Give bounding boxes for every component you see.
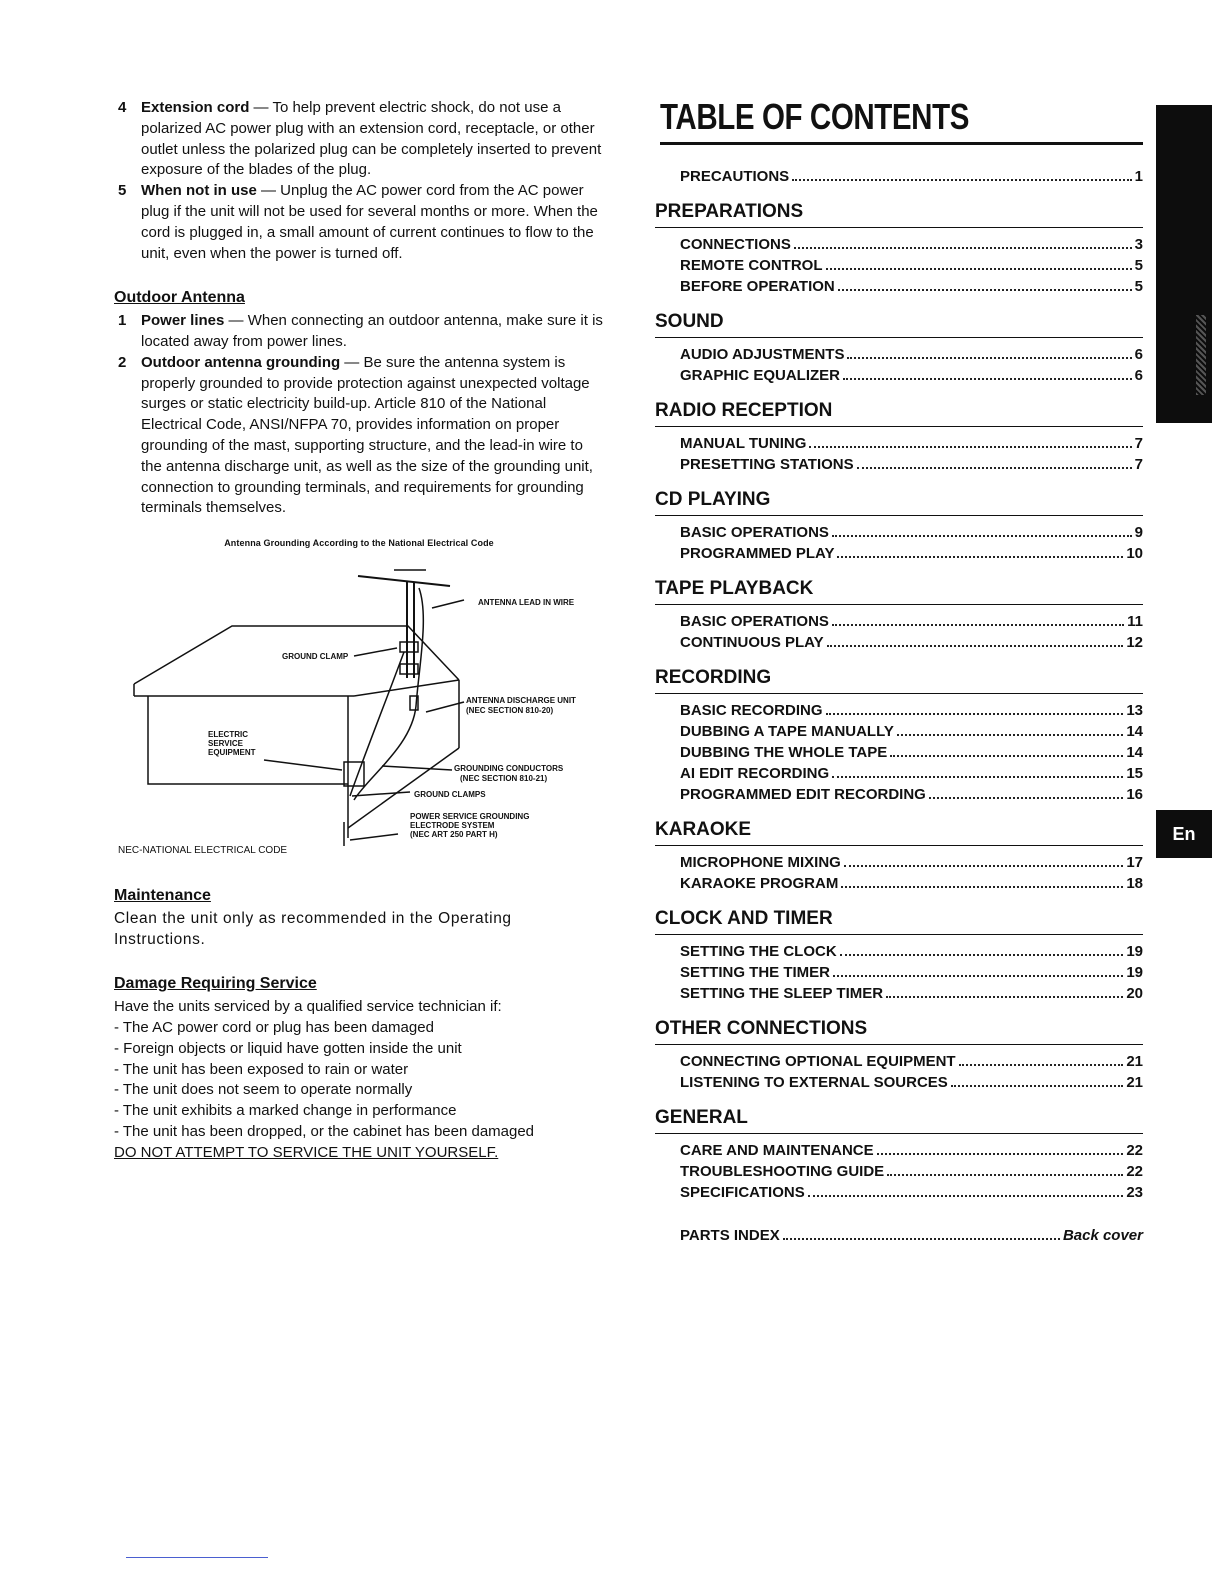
item-sep: — [340, 353, 364, 371]
item-number: 1 [118, 312, 127, 330]
item-title: Extension cord [141, 99, 250, 116]
toc-entry-parts-index[interactable] [680, 1225, 1143, 1246]
toc-entry-label: LISTENING TO EXTERNAL SOURCES [680, 1074, 948, 1091]
toc-entry[interactable] [680, 700, 1143, 721]
toc-entry[interactable] [680, 344, 1143, 365]
label-nec: NEC-NATIONAL ELECTRICAL CODE [118, 844, 288, 856]
toc-leader [826, 713, 1124, 715]
toc-entry[interactable] [680, 632, 1143, 653]
toc-leader [843, 378, 1132, 380]
toc-entry[interactable] [680, 276, 1143, 297]
toc-entry-page: 14 [1126, 744, 1143, 761]
toc-entry-label: PROGRAMMED PLAY [680, 545, 835, 562]
toc-entry-page: 7 [1134, 435, 1143, 452]
list-item: - Foreign objects or liquid have gotten inside the unit [114, 1039, 462, 1057]
toc-leader [826, 268, 1132, 270]
label-discharge-section: (NEC SECTION 810-20) [466, 705, 554, 715]
toc-leader [857, 467, 1132, 469]
toc-entry-label: TROUBLESHOOTING GUIDE [680, 1163, 885, 1180]
toc-entry-page: 10 [1126, 545, 1143, 562]
toc-entry-page: 1 [1134, 168, 1143, 185]
toc-leader [929, 797, 1123, 799]
toc-entry[interactable] [680, 941, 1143, 962]
toc-entry-label: CONNECTIONS [680, 236, 791, 253]
tab-texture [1196, 315, 1206, 395]
damage-list [114, 1018, 604, 1143]
toc-entry-label: SETTING THE CLOCK [680, 943, 837, 960]
label-power-service: POWER SERVICE GROUNDING [410, 811, 530, 821]
safety-item-antenna-grounding [114, 353, 604, 519]
toc-leader [827, 645, 1124, 647]
toc-section-heading: GENERAL [655, 1107, 1143, 1134]
toc-leader [832, 624, 1124, 626]
toc-leader [897, 734, 1123, 736]
toc-entry-page: 5 [1134, 257, 1143, 274]
safety-item-extension-cord [114, 98, 604, 181]
toc-section-heading: KARAOKE [655, 819, 1143, 846]
toc-entry-page: 17 [1126, 854, 1143, 871]
toc-entry-page: 18 [1126, 875, 1143, 892]
toc-entry[interactable] [680, 873, 1143, 894]
list-item: - The AC power cord or plug has been damaged [114, 1018, 434, 1036]
toc-entry-page: 22 [1126, 1163, 1143, 1180]
toc-leader [838, 289, 1132, 291]
label-conductors-section: (NEC SECTION 810-21) [460, 773, 548, 783]
item-text: Be sure the antenna system is properly grounded to provide protection against unexpected voltage surges or static electricity build-up. Article 810 of the National Electrical Code, ANSI/NFPA 70, provides information on proper grounding of the mast, supporting structure, and the lead-in wire to the antenna discharge unit, as well as the size of the grounding unit, connection to grounding terminals, and requirements for grounding terminals themselves. [141, 353, 593, 517]
toc-sections [655, 201, 1143, 1203]
toc-entry-label: PRESETTING STATIONS [680, 456, 854, 473]
toc-entry-page: 16 [1126, 786, 1143, 803]
toc-entry-page: 5 [1134, 278, 1143, 295]
figure-caption: Antenna Grounding According to the National Electrical Code [224, 538, 494, 549]
toc-leader [808, 1195, 1124, 1197]
toc-entry-page: 11 [1127, 613, 1143, 630]
item-sep: — [249, 99, 273, 116]
toc-entry-label: BASIC OPERATIONS [680, 524, 829, 541]
toc-entry[interactable] [680, 611, 1143, 632]
toc-entry-label: MANUAL TUNING [680, 435, 807, 452]
toc-entry-page: Back cover [1062, 1227, 1143, 1244]
toc-entry[interactable] [680, 852, 1143, 873]
toc-entry-label: BASIC OPERATIONS [680, 613, 829, 630]
section-side-tab [1156, 105, 1212, 423]
toc-entry[interactable] [680, 522, 1143, 543]
toc-entry-label: REMOTE CONTROL [680, 257, 823, 274]
toc-entry-label: PRECAUTIONS [680, 168, 790, 185]
label-equipment: EQUIPMENT [208, 747, 256, 757]
label-electric: ELECTRIC [208, 729, 248, 739]
toc-leader [792, 179, 1131, 181]
toc-entry[interactable] [680, 1140, 1143, 1161]
toc-section-heading: OTHER CONNECTIONS [655, 1018, 1143, 1045]
bottom-rule [126, 1557, 268, 1558]
toc-entry-label: PARTS INDEX [680, 1227, 780, 1244]
toc-entry[interactable] [680, 763, 1143, 784]
toc-leader [887, 1174, 1123, 1176]
label-discharge-unit: ANTENNA DISCHARGE UNIT [466, 695, 576, 705]
toc-entry[interactable] [680, 255, 1143, 276]
antenna-grounding-diagram [114, 556, 594, 868]
label-electrode-system: ELECTRODE SYSTEM [410, 820, 495, 830]
toc-entry-page: 19 [1126, 964, 1143, 981]
toc-entry-page: 21 [1126, 1053, 1143, 1070]
toc-entry[interactable] [680, 1072, 1143, 1093]
safety-item-not-in-use [114, 181, 604, 264]
toc-leader [794, 247, 1132, 249]
toc-entry-page: 20 [1126, 985, 1143, 1002]
item-number: 5 [118, 182, 127, 200]
toc-section-heading: RECORDING [655, 667, 1143, 694]
toc-entry-page: 21 [1126, 1074, 1143, 1091]
label-ground-clamp: GROUND CLAMP [282, 651, 349, 661]
toc-leader [877, 1153, 1124, 1155]
toc-entry-page: 19 [1126, 943, 1143, 960]
toc-entry-page: 7 [1134, 456, 1143, 473]
toc-section-heading: RADIO RECEPTION [655, 400, 1143, 427]
toc-leader [840, 954, 1124, 956]
toc-leader [833, 975, 1123, 977]
toc-leader [837, 556, 1123, 558]
item-text: Unplug the AC power cord from the AC power plug if the unit will not be used for several months or more. When the cord is plugged in, a small amount of current continues to flow to the unit, even when the power is turned off. [141, 182, 598, 262]
toc-entry-page: 15 [1126, 765, 1143, 782]
toc-section-heading: SOUND [655, 311, 1143, 338]
toc-entry-label: SETTING THE TIMER [680, 964, 830, 981]
toc-entry-label: SPECIFICATIONS [680, 1184, 805, 1201]
toc-entry-page: 22 [1126, 1142, 1143, 1159]
damage-intro: Have the units serviced by a qualified service technician if: [114, 998, 502, 1016]
toc-entry-label: BEFORE OPERATION [680, 278, 835, 295]
toc-entry-label: AI EDIT RECORDING [680, 765, 830, 782]
toc-entry[interactable] [680, 742, 1143, 763]
toc-entry-page: 12 [1126, 634, 1143, 651]
toc-entry-precautions[interactable] [680, 166, 1143, 187]
toc-entry-label: PROGRAMMED EDIT RECORDING [680, 786, 926, 803]
toc-entry-page: 14 [1126, 723, 1143, 740]
toc-entry-page: 6 [1134, 346, 1143, 363]
toc-leader [886, 996, 1123, 998]
damage-heading: Damage Requiring Service [114, 975, 317, 993]
toc-entry-label: BASIC RECORDING [680, 702, 823, 719]
toc-leader [783, 1238, 1060, 1240]
toc-leader [809, 446, 1131, 448]
toc-entry[interactable] [680, 1051, 1143, 1072]
table-of-contents [655, 166, 1143, 1246]
maintenance-text: Clean the unit only as recommended in the Operating Instructions. [114, 909, 512, 948]
toc-entry-label: AUDIO ADJUSTMENTS [680, 346, 845, 363]
item-sep: — [224, 312, 248, 330]
toc-entry-label: GRAPHIC EQUALIZER [680, 367, 841, 384]
toc-entry-label: MICROPHONE MIXING [680, 854, 841, 871]
label-ground-clamps: GROUND CLAMPS [414, 789, 486, 799]
toc-title-rule [660, 142, 1143, 145]
toc-entry[interactable] [680, 234, 1143, 255]
toc-leader [844, 865, 1123, 867]
toc-entry[interactable] [680, 543, 1143, 564]
toc-entry[interactable] [680, 983, 1143, 1004]
item-text: When connecting an outdoor antenna, make sure it is located away from power lines. [141, 312, 603, 350]
toc-entry[interactable] [680, 433, 1143, 454]
toc-entry-page: 23 [1126, 1184, 1143, 1201]
item-title: Outdoor antenna grounding [141, 353, 341, 371]
item-title: When not in use [141, 182, 257, 200]
toc-entry[interactable] [680, 365, 1143, 386]
label-grounding-conductors: GROUNDING CONDUCTORS [454, 763, 564, 773]
toc-entry-label: DUBBING THE WHOLE TAPE [680, 744, 888, 761]
list-item: - The unit does not seem to operate normally [114, 1081, 413, 1099]
toc-section-heading: TAPE PLAYBACK [655, 578, 1143, 605]
item-title: Power lines [141, 312, 225, 330]
maintenance-heading: Maintenance [114, 886, 211, 904]
language-tab [1156, 810, 1212, 858]
toc-entry-label: KARAOKE PROGRAM [680, 875, 839, 892]
toc-entry[interactable] [680, 454, 1143, 475]
toc-entry-page: 9 [1134, 524, 1143, 541]
toc-entry-page: 13 [1126, 702, 1143, 719]
list-item: - The unit has been dropped, or the cabinet has been damaged [114, 1122, 535, 1140]
safety-item-power-lines [114, 311, 604, 353]
item-number: 2 [118, 353, 127, 371]
toc-entry[interactable] [680, 962, 1143, 983]
toc-entry-label: CONNECTING OPTIONAL EQUIPMENT [680, 1053, 956, 1070]
item-text: To help prevent electric shock, do not use a polarized AC power plug with an extension cord, receptacle, or other outlet unless the polarized plug can be completely inserted to prevent exposure of the blades of the plug. [141, 99, 602, 179]
toc-leader [832, 776, 1123, 778]
service-warning: DO NOT ATTEMPT TO SERVICE THE UNIT YOURSELF. [114, 1143, 499, 1161]
label-lead-in-wire: ANTENNA LEAD IN WIRE [478, 597, 575, 607]
item-number: 4 [118, 99, 127, 116]
toc-entry[interactable] [680, 1161, 1143, 1182]
list-item: - The unit has been exposed to rain or water [114, 1060, 409, 1078]
toc-leader [847, 357, 1131, 359]
toc-entry[interactable] [680, 784, 1143, 805]
item-sep: — [256, 182, 281, 200]
toc-entry-label: DUBBING A TAPE MANUALLY [680, 723, 894, 740]
toc-section-heading: CLOCK AND TIMER [655, 908, 1143, 935]
toc-leader [832, 535, 1132, 537]
outdoor-antenna-heading: Outdoor Antenna [114, 289, 245, 307]
toc-entry-label: CONTINUOUS PLAY [680, 634, 824, 651]
toc-leader [951, 1085, 1124, 1087]
toc-entry-label: CARE AND MAINTENANCE [680, 1142, 874, 1159]
toc-leader [890, 755, 1123, 757]
left-column [114, 98, 604, 1164]
toc-leader [959, 1064, 1124, 1066]
toc-entry-page: 6 [1134, 367, 1143, 384]
language-tab-label: En [1172, 823, 1196, 844]
label-service: SERVICE [208, 738, 243, 748]
list-item: - The unit exhibits a marked change in performance [114, 1102, 457, 1120]
toc-entry[interactable] [680, 721, 1143, 742]
toc-section-heading: CD PLAYING [655, 489, 1143, 516]
toc-entry[interactable] [680, 1182, 1143, 1203]
toc-entry-label: SETTING THE SLEEP TIMER [680, 985, 884, 1002]
toc-leader [841, 886, 1123, 888]
toc-section-heading: PREPARATIONS [655, 201, 1143, 228]
toc-title: TABLE OF CONTENTS [660, 96, 969, 137]
toc-entry-page: 3 [1134, 236, 1143, 253]
label-nec-art: (NEC ART 250 PART H) [410, 829, 498, 839]
